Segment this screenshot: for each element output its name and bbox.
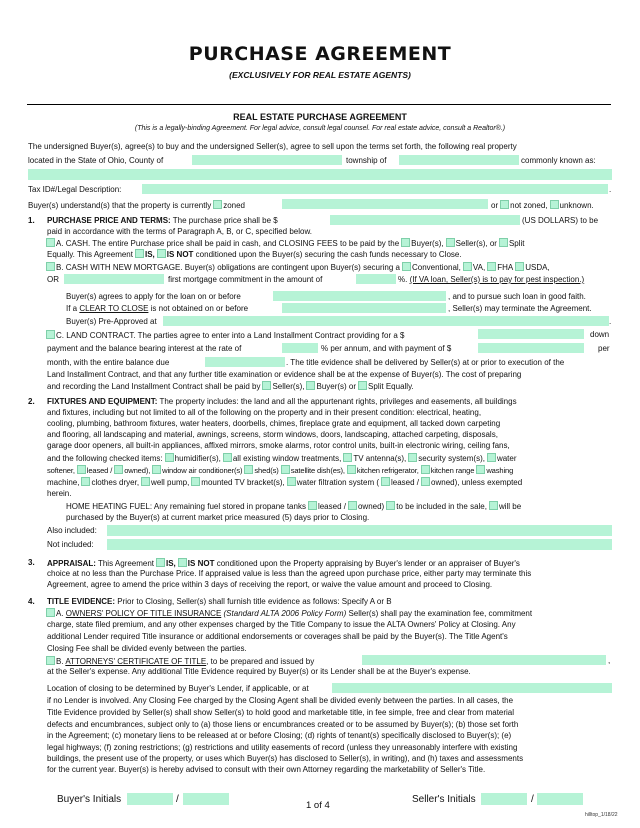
conventional-checkbox[interactable] <box>402 262 411 271</box>
s1-c-due-rest: . The title evidence shall be delivered by Seller(s) at or prior to execution of the <box>286 358 565 367</box>
alta-form: (Standard ALTA 2006 Policy Form) <box>223 609 347 618</box>
washer-checkbox[interactable] <box>476 465 485 474</box>
s1-c-down: down <box>590 330 610 339</box>
zoned-text: Buyer(s) understand(s) that the property is currently <box>28 201 212 210</box>
s1-a-line-1 <box>44 238 525 249</box>
s4-a-line-1 <box>44 608 532 619</box>
filtration-leased-checkbox[interactable] <box>381 477 390 486</box>
not-included-field[interactable] <box>107 539 612 550</box>
fha-checkbox[interactable] <box>487 262 496 271</box>
dryer-label: clothes dryer, <box>91 478 140 487</box>
zoned-line <box>28 200 245 211</box>
s1-c-line-1 <box>44 330 404 341</box>
page-number: 1 of 4 <box>306 800 330 811</box>
recording-text: and recording the Land Installment Contract shall be paid by <box>47 382 261 391</box>
s1-heading: PURCHASE PRICE AND TERMS: <box>47 216 171 225</box>
softener-text: softener, <box>47 466 75 475</box>
washer-label: washing <box>486 466 514 475</box>
s1-c-per: per <box>598 344 610 353</box>
softener-leased-label: leased / <box>86 466 113 475</box>
range-checkbox[interactable] <box>421 465 430 474</box>
appraisal-is-not-label: IS NOT <box>187 559 215 568</box>
page-title: PURCHASE AGREEMENT <box>188 43 452 65</box>
owners-policy-checkbox[interactable] <box>46 608 55 617</box>
va-note: (If VA loan, Seller(s) is to pay for pest inspection.) <box>409 275 585 284</box>
fuel-purchased-checkbox[interactable] <box>489 501 498 510</box>
water-filtration-checkbox[interactable] <box>287 477 296 486</box>
softener-owned-label: owned), <box>124 466 151 475</box>
s4-loc-line-5: in the Agreement; (c) monetary liens to be released at or before Closing; (d) rights of tenant(s) specifically disclosed to Buyer(s); (e) <box>47 731 512 740</box>
window-treatments-checkbox[interactable] <box>223 453 232 462</box>
intro-known-label: commonly known as: <box>521 156 596 165</box>
period: . <box>609 317 612 326</box>
fees-seller-checkbox[interactable] <box>446 238 455 247</box>
section-2-number: 2. <box>28 397 35 406</box>
fuel-purchased-label: will be <box>498 502 522 511</box>
water-filtration-label: water filtration system ( <box>296 478 379 487</box>
agreement-heading: REAL ESTATE PURCHASE AGREEMENT <box>233 112 407 122</box>
fees-split-checkbox[interactable] <box>499 238 508 247</box>
lc-split-checkbox[interactable] <box>358 381 367 390</box>
intro-line-1: The undersigned Buyer(s), agree(s) to buy and the undersigned Seller(s), agree to sell upon the terms set forth, the following real property <box>28 142 517 151</box>
s4-a-letter: A. <box>56 609 64 618</box>
ctc-if: If a <box>66 304 78 313</box>
s4-a-line-3: additional Lender required Title insurance or additional endorsements or coverages shall be paid by the Buyer(s). The Title Agent's <box>47 632 508 641</box>
cash-is-not-label: IS NOT <box>166 250 194 259</box>
filtration-owned-checkbox[interactable] <box>421 477 430 486</box>
percent-sign: %. <box>398 275 408 284</box>
s2-line-2: and fixtures, including but not limited to all of the following on the property and in their present condition: electrical, heating, <box>47 408 482 417</box>
lc-buyer-label: Buyer(s) or <box>316 382 357 391</box>
lc-seller-label: Seller(s), <box>272 382 305 391</box>
fees-split-label: Split <box>508 239 525 248</box>
zoned-options <box>491 200 594 211</box>
s4-loc-line-2: if no Lender is involved. Any Closing Fee charged by the Closing Agent shall be divided evenly between the parties. In all cases, the <box>47 696 514 705</box>
tv-bracket-label: mounted TV bracket(s), <box>201 478 285 487</box>
s2-line-7 <box>47 465 513 476</box>
cash-cond-rest: conditioned upon the Buyer(s) securing the cash funds necessary to Close. <box>195 250 462 259</box>
cash-is-checkbox[interactable] <box>135 249 144 258</box>
shed-label: shed(s) <box>254 466 279 475</box>
buyer-initials-2-field[interactable] <box>183 793 229 805</box>
well-pump-label: well pump, <box>151 478 190 487</box>
s1-usd: (US DOLLARS) to be <box>522 216 599 225</box>
s4-loc-line-8: for the current year. Buyer(s) is hereby advised to consult with their own Attorney regarding the marketability of Seller's Title. <box>47 765 486 774</box>
township-field[interactable] <box>399 155 519 165</box>
s4-loc-line-6: legal highways; (f) zoning restrictions; (g) restrictions and utility easements of record (unless they unreasonably interfere with existing <box>47 743 518 752</box>
s1-line-2: paid in accordance with the terms of Paragraph A, B, or C, specified below. <box>47 227 313 236</box>
loan-apply-date-field[interactable] <box>273 291 446 301</box>
land-contract-text: C. LAND CONTRACT. The parties agree to enter into a Land Installment Contract providing for a $ <box>56 331 405 340</box>
s4-b-letter: B. <box>56 657 64 666</box>
monthly-payment-field[interactable] <box>478 343 584 353</box>
county-field[interactable] <box>192 155 342 165</box>
washer-text: machine, <box>47 478 80 487</box>
fuel-included-checkbox[interactable] <box>386 501 395 510</box>
s1-b-va <box>398 275 584 285</box>
s1-c-rate-text: payment and the balance bearing interest at the rate of <box>47 344 242 353</box>
zoned-label: zoned <box>223 201 245 210</box>
property-address-field[interactable] <box>28 169 612 180</box>
form-code: hilltop_1/18/22 <box>585 812 618 818</box>
attorney-cert-checkbox[interactable] <box>46 656 55 665</box>
s2-line-1 <box>47 397 517 407</box>
s4-b-line-2: at the Seller's expense. Any additional Title Evidence required by Buyer(s) or its Lender shall be at the Buyer's expense. <box>47 667 471 676</box>
s2-line-9: herein. <box>47 489 72 498</box>
cash-cond-text: Equally. This Agreement <box>47 250 133 259</box>
clear-to-close-date-field[interactable] <box>282 303 446 313</box>
s4-loc-line-4: defects and encumbrances, subject only to (a) those liens or encumbrances created or to be assumed by Buyer(s); (b) those set forth <box>47 720 519 729</box>
s1-c-line-4: Land Installment Contract, and that any further title examination or evidence shall be at the expense of Buyer(s). The cost of preparing <box>47 370 522 379</box>
section-4-number: 4. <box>28 597 35 606</box>
fees-buyer-label: Buyer(s), <box>411 239 444 248</box>
s1-b-line-1 <box>44 262 550 273</box>
tv-antenna-label: TV antenna(s), <box>353 454 407 463</box>
satellite-label: satellite dish(es), <box>290 466 345 475</box>
tv-bracket-checkbox[interactable] <box>191 477 200 486</box>
balance-due-field[interactable] <box>205 357 285 367</box>
s1-b-or: OR <box>47 275 59 284</box>
s1-price-text: The purchase price shall be $ <box>172 216 278 225</box>
zoned-or: or <box>491 201 499 210</box>
comma: , <box>608 656 611 665</box>
s1-c-due-text: month, with the entire balance due <box>47 358 170 367</box>
zoned-checkbox[interactable] <box>213 200 222 209</box>
down-payment-field[interactable] <box>478 329 584 339</box>
buyer-initials-label: Buyer's Initials <box>57 794 122 805</box>
heating-fuel-line-2: purchased by the Buyer(s) at current market price measured (5) days prior to Closing. <box>66 513 370 522</box>
lc-split-label: Split Equally. <box>368 382 414 391</box>
fees-seller-label: Seller(s), or <box>455 239 497 248</box>
seller-initials-label: Seller's Initials <box>412 794 476 805</box>
s1-c-line-5 <box>47 381 414 392</box>
refrigerator-checkbox[interactable] <box>347 465 356 474</box>
appraisal-is-label: IS, <box>166 559 176 568</box>
seller-initials-2-field[interactable] <box>537 793 583 805</box>
ctc-label: CLEAR TO CLOSE <box>79 304 149 313</box>
s4-loc-line-7: buildings, the present use of the property, or uses which Buyer(s) has disclosed to Seller(s), in writing), and (h) taxes and assessments <box>47 754 524 763</box>
ctc-text: is not obtained on or before <box>150 304 249 313</box>
s2-line-3: cooling, plumbing, bathroom fixtures, water heaters, doorbells, chimes, fireplace grate and equipment, all tacked down carpeting <box>47 419 501 428</box>
checked-items-text: and the following checked items: <box>47 454 163 463</box>
mortgage-checkbox[interactable] <box>46 262 55 271</box>
s4-a-line-2: charge, state filed premium, and any other expenses charged by the Title Company to issue the ALTA Owners' Policy at Closing. Any <box>47 620 516 629</box>
window-ac-checkbox[interactable] <box>152 465 161 474</box>
lc-buyer-checkbox[interactable] <box>306 381 315 390</box>
va-label: VA, <box>472 263 486 272</box>
s2-line-6 <box>47 453 517 464</box>
cash-is-not-checkbox[interactable] <box>157 249 166 258</box>
heating-fuel-line <box>66 501 521 512</box>
appraisal-text: This Agreement <box>97 559 154 568</box>
humidifier-checkbox[interactable] <box>165 453 174 462</box>
filtration-leased-label: leased / <box>391 478 420 487</box>
interest-rate-field[interactable] <box>282 343 318 353</box>
cash-checkbox[interactable] <box>46 238 55 247</box>
buyer-initials-slash: / <box>176 794 179 805</box>
unknown-checkbox[interactable] <box>550 200 559 209</box>
s4-line-1 <box>47 597 392 607</box>
period: . <box>609 185 612 194</box>
heating-fuel-text: HOME HEATING FUEL: Any remaining fuel stored in propane tanks <box>66 502 306 511</box>
s1-line-1 <box>47 216 278 226</box>
s1-b-preapproved: Buyer(s) Pre-Approved at <box>66 317 157 326</box>
s3-line-3: Agreement, agree to amend the price within 3 days of receiving the report, or waive the value amount and proceed to Closing. <box>47 580 493 589</box>
usda-label: USDA, <box>525 263 550 272</box>
also-included-label: Also included: <box>47 526 97 535</box>
fuel-owned-checkbox[interactable] <box>348 501 357 510</box>
other-loan-field[interactable] <box>64 274 164 284</box>
tax-id-label: Tax ID#/Legal Description: <box>28 185 122 194</box>
agreement-note: (This is a legally-binding Agreement. For legal advice, consult legal counsel. For real estate advice, consult a Realtor®.) <box>134 125 506 132</box>
page-subtitle: (EXCLUSIVELY FOR REAL ESTATE AGENTS) <box>229 70 411 80</box>
owners-policy-label: OWNERS' POLICY OF TITLE INSURANCE <box>65 609 222 618</box>
s2-l1-text: The property includes: the land and all the appurtenant rights, privileges and easements, all buildings <box>159 397 517 406</box>
va-checkbox[interactable] <box>463 262 472 271</box>
softener-owned-checkbox[interactable] <box>114 465 123 474</box>
usda-checkbox[interactable] <box>515 262 524 271</box>
s4-a-line-4: Closing Fee shall be divided evenly between the parties. <box>47 644 247 653</box>
unknown-label: unknown. <box>559 201 594 210</box>
fees-buyer-checkbox[interactable] <box>401 238 410 247</box>
security-system-label: security system(s), <box>418 454 485 463</box>
not-zoned-checkbox[interactable] <box>500 200 509 209</box>
loan-percent-field[interactable] <box>356 274 396 284</box>
preapproved-field[interactable] <box>163 316 612 326</box>
purchase-price-field[interactable] <box>330 215 520 225</box>
s1-b-apply: Buyer(s) agrees to apply for the loan on or before <box>66 292 241 301</box>
s3-line-2: choice at no less than the Purchase Price. If appraised value is less than the agreed upon purchase price, either party may terminate this <box>47 569 532 578</box>
s4-heading: TITLE EVIDENCE: <box>47 597 116 606</box>
window-ac-label: window air conditioner(s) <box>162 466 243 475</box>
cash-is-label: IS, <box>144 250 155 259</box>
s2-heading: FIXTURES AND EQUIPMENT: <box>47 397 158 406</box>
not-zoned-label: not zoned, <box>510 201 548 210</box>
divider <box>27 104 611 105</box>
s2-line-8 <box>47 477 522 488</box>
shed-checkbox[interactable] <box>244 465 253 474</box>
seller-initials-1-field[interactable] <box>481 793 527 805</box>
fuel-leased-checkbox[interactable] <box>308 501 317 510</box>
window-treatments-label: all existing window treatments, <box>232 454 342 463</box>
mortgage-text: B. CASH WITH NEW MORTGAGE. Buyer(s) obligations are contingent upon Buyer(s) securing a <box>56 263 400 272</box>
s4-b-line-1 <box>44 656 314 667</box>
buyer-initials-1-field[interactable] <box>127 793 173 805</box>
s4-loc-line-3: Title Evidence provided by Seller(s) shall show Seller(s) to hold good and marketable title, in fee simple, free and clear from material <box>47 708 515 717</box>
seller-initials-slash: / <box>531 794 534 805</box>
not-included-label: Not included: <box>47 540 94 549</box>
also-included-field[interactable] <box>107 525 612 536</box>
intro-county-label: located in the State of Ohio, County of <box>28 156 164 165</box>
appraisal-rest: conditioned upon the Property appraising by Buyer's lender or an appraiser of Buyer's <box>216 559 520 568</box>
fuel-leased-label: leased / <box>317 502 346 511</box>
refrigerator-label: kitchen refrigerator, <box>356 466 419 475</box>
tv-antenna-checkbox[interactable] <box>343 453 352 462</box>
conventional-label: Conventional, <box>411 263 461 272</box>
s4-l1-text: Prior to Closing, Seller(s) shall furnish title evidence as follows: Specify A or B <box>117 597 392 606</box>
attorney-cert-label: ATTORNEYS' CERTIFICATE OF TITLE <box>65 657 207 666</box>
dryer-checkbox[interactable] <box>81 477 90 486</box>
land-contract-checkbox[interactable] <box>46 330 55 339</box>
security-system-checkbox[interactable] <box>408 453 417 462</box>
s1-a-line-2 <box>47 249 462 260</box>
water-softener-label: water <box>496 454 517 463</box>
zoning-field[interactable] <box>282 199 488 209</box>
s1-b-ctc <box>66 304 248 314</box>
s1-b-apply-rest: , and to pursue such loan in good faith. <box>448 292 586 301</box>
appraisal-is-checkbox[interactable] <box>156 558 165 567</box>
fha-label: FHA <box>497 263 514 272</box>
attorney-cert-text: , to be prepared and issued by <box>206 657 315 666</box>
fuel-owned-label: owned) <box>357 502 385 511</box>
tax-id-field[interactable] <box>142 184 608 194</box>
lc-seller-checkbox[interactable] <box>262 381 271 390</box>
humidifier-label: humidifier(s), <box>174 454 221 463</box>
appraisal-is-not-checkbox[interactable] <box>178 558 187 567</box>
attorney-name-field[interactable] <box>362 655 606 665</box>
cash-text: A. CASH. The entire Purchase price shall be paid in cash, and CLOSING FEES to be paid by the <box>56 239 400 248</box>
water-softener-checkbox[interactable] <box>487 453 496 462</box>
well-pump-checkbox[interactable] <box>141 477 150 486</box>
s1-b-commit-text: first mortgage commitment in the amount of <box>168 275 323 284</box>
softener-leased-checkbox[interactable] <box>77 465 86 474</box>
s1-c-pay-text: % per annum, and with payment of $ <box>321 344 452 353</box>
owners-policy-text: Seller(s) shall pay the examination fee, commitment <box>348 609 533 618</box>
s3-heading: APPRAISAL: <box>47 559 96 568</box>
closing-location-label: Location of closing to be determined by Buyer's Lender, if applicable, or at <box>47 684 309 693</box>
filtration-owned-label: owned), unless exempted <box>431 478 523 487</box>
s3-line-1 <box>47 558 520 569</box>
satellite-checkbox[interactable] <box>281 465 290 474</box>
s2-line-5: garage door openers, all built-in appliances, affixed mirrors, smoke alarms, rotor control units, built-in electronic wiring, ceiling fans, <box>47 441 510 450</box>
closing-location-field[interactable] <box>332 683 612 693</box>
section-3-number: 3. <box>28 558 35 567</box>
intro-township-label: township of <box>346 156 387 165</box>
s2-line-4: and flooring, all landscaping and material, awnings, screens, storm windows, doors, landscaping, attached carpeting, disposals, <box>47 430 498 439</box>
s1-b-ctc-rest: , Seller(s) may terminate the Agreement. <box>448 304 592 313</box>
fuel-included-label: to be included in the sale, <box>396 502 487 511</box>
section-1-number: 1. <box>28 216 35 225</box>
range-label: kitchen range <box>430 466 475 475</box>
